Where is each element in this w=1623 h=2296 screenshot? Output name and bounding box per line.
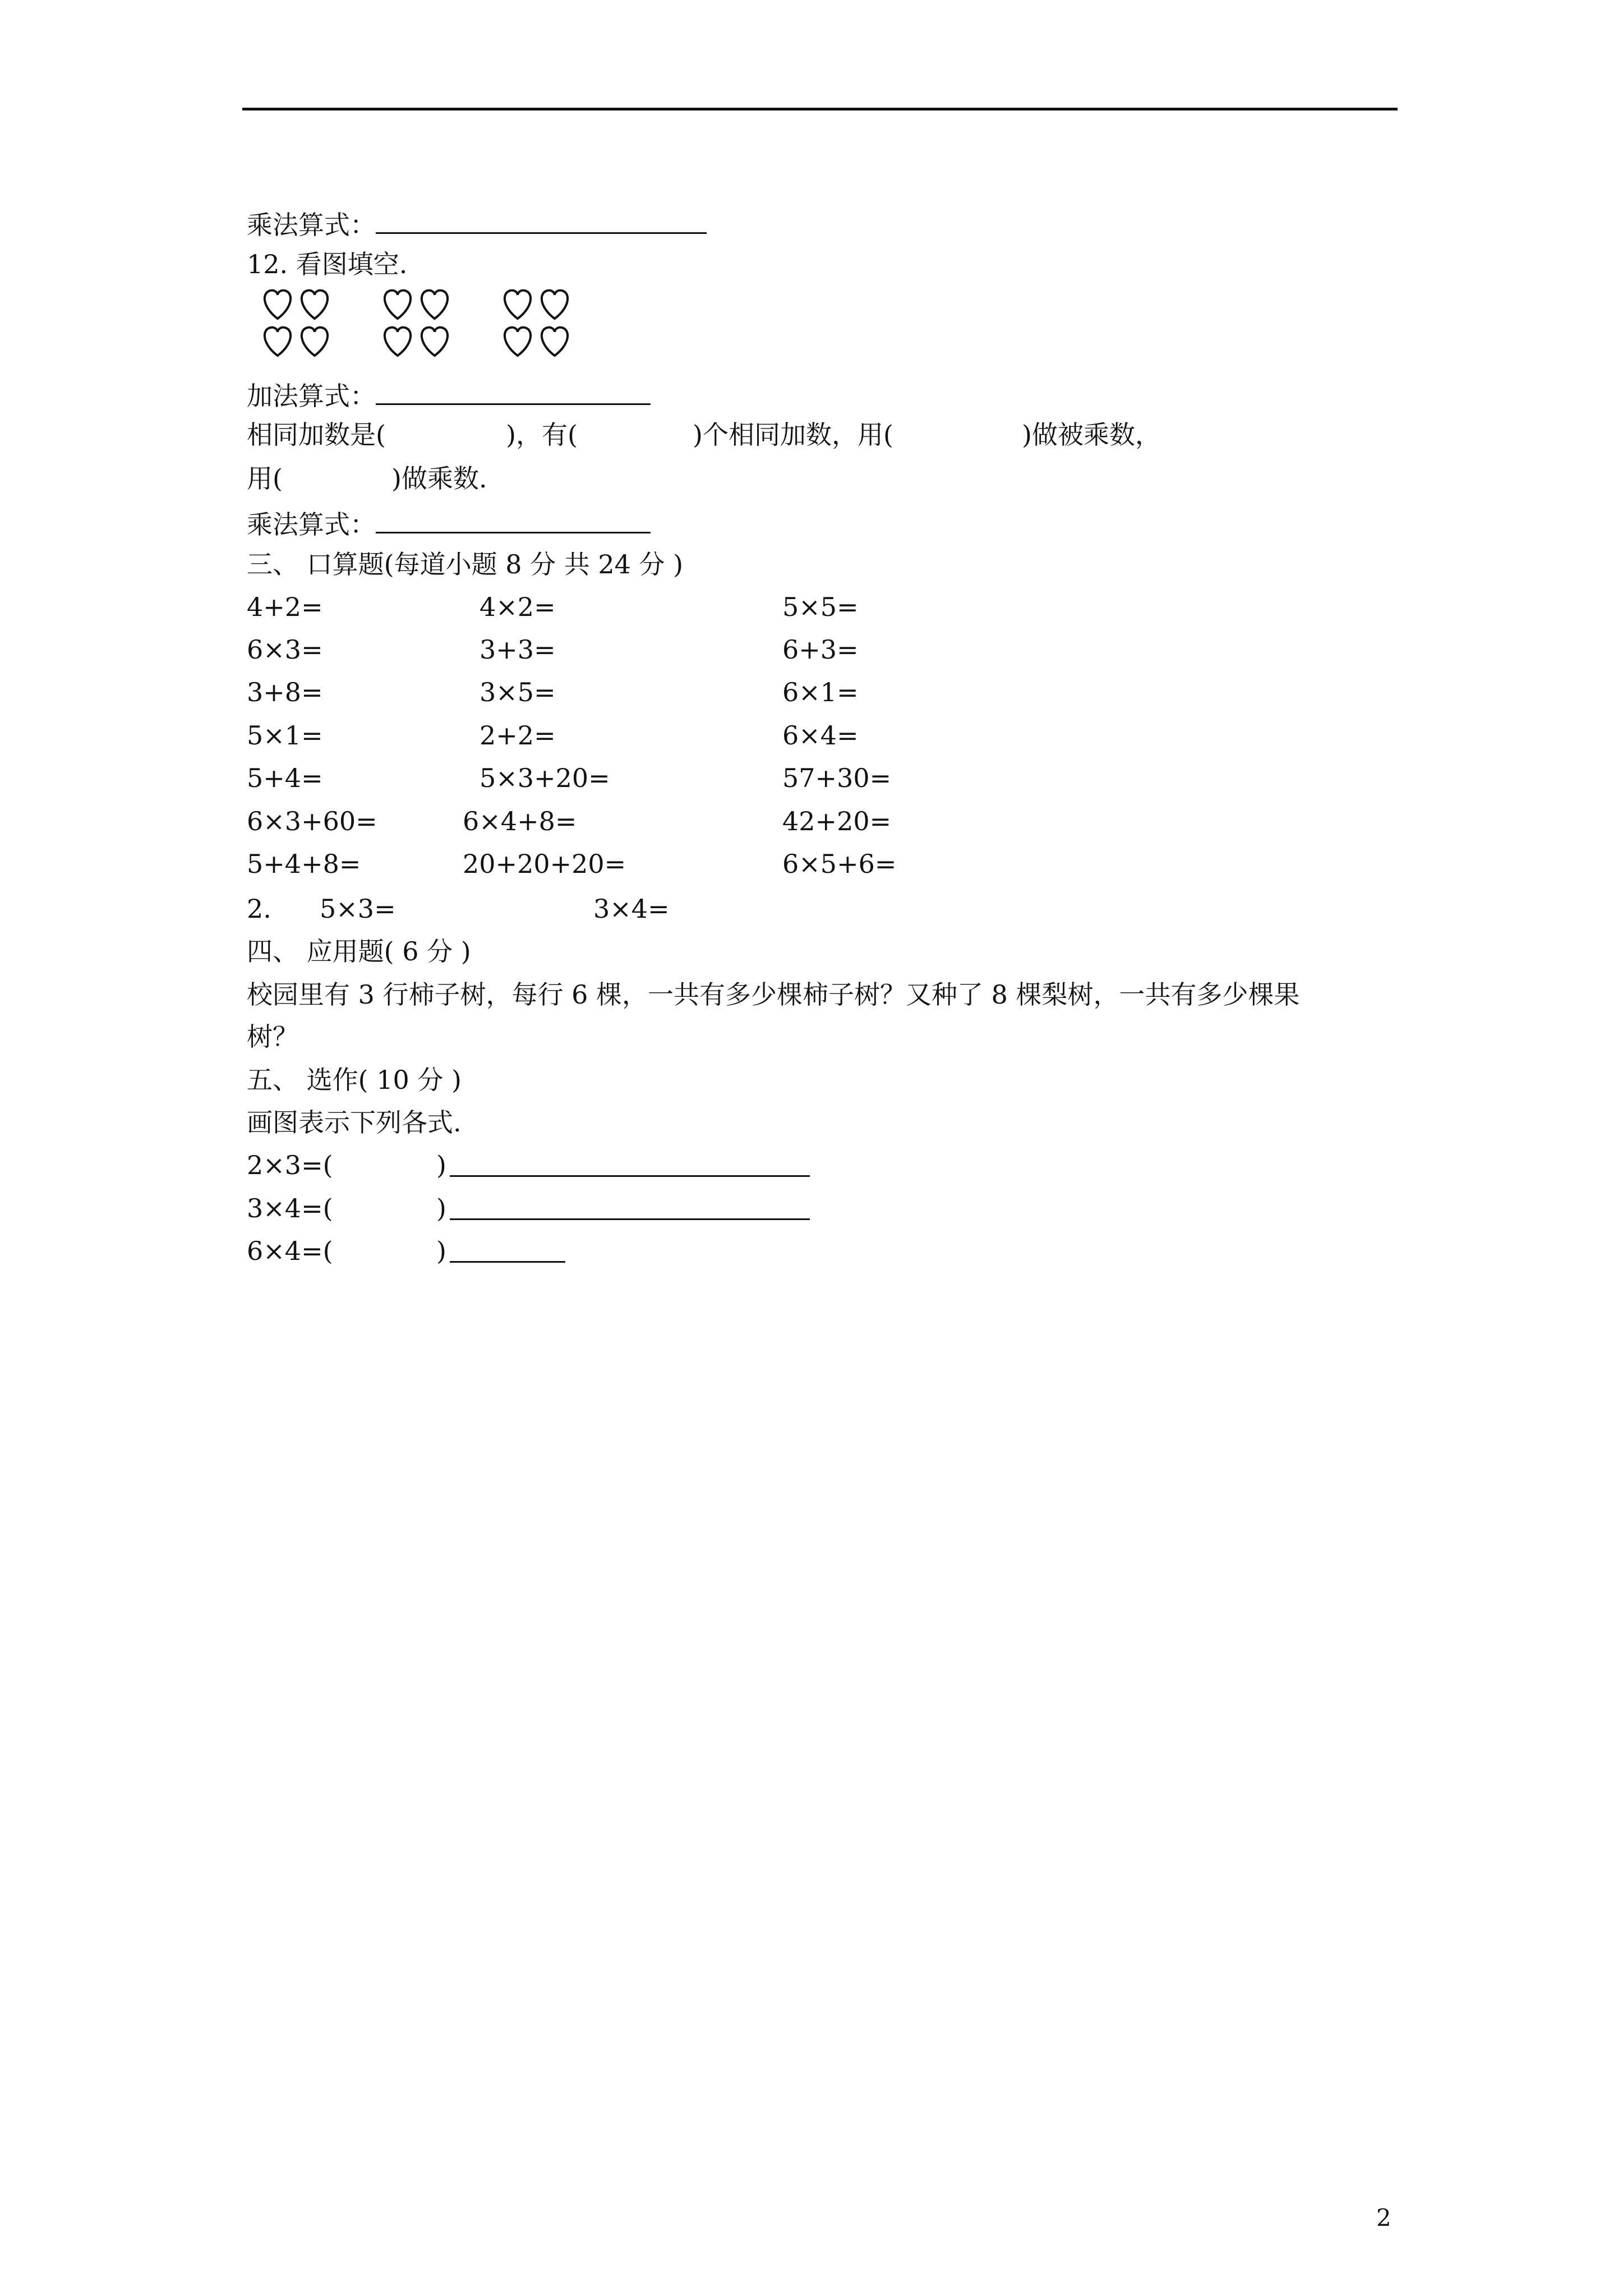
mental-math-item: 42+20= bbox=[782, 806, 892, 836]
mental-math-item: 6×4= bbox=[782, 720, 859, 751]
multiply-label: 乘法算式： bbox=[247, 509, 376, 540]
heart-group-2 bbox=[379, 287, 454, 359]
section5-item-2 bbox=[247, 1191, 920, 1225]
mental-math-item: 3+8= bbox=[247, 677, 323, 707]
drawing-answer-blank[interactable] bbox=[450, 1234, 565, 1263]
q12-multiply-line bbox=[247, 505, 651, 541]
mental-math-item: 57+30= bbox=[782, 763, 892, 793]
mental-math-item: 6×5+6= bbox=[782, 849, 897, 879]
heart-icon-group bbox=[499, 287, 574, 359]
extra-label: 2. bbox=[247, 894, 271, 924]
mental-math-item: 6×3+60= bbox=[247, 806, 377, 836]
add-answer-blank[interactable] bbox=[376, 376, 651, 405]
section5-item-1 bbox=[247, 1148, 920, 1182]
prev-multiply-line bbox=[247, 205, 707, 242]
extra-expr-a: 5×3= bbox=[320, 894, 396, 924]
text-same-addend: 相同加数是( bbox=[247, 420, 386, 450]
multiply-label: 乘法算式： bbox=[247, 210, 376, 240]
text-as-multiplier: )做乘数. bbox=[391, 463, 487, 494]
section3-extra-line bbox=[247, 892, 1032, 926]
q12-same-addend-line-2 bbox=[247, 462, 808, 495]
heart-icon-group bbox=[379, 287, 454, 359]
mental-math-item: 5×1= bbox=[247, 720, 323, 751]
section4-problem-line2: 树？ bbox=[247, 1022, 298, 1052]
mental-math-item: 5×5= bbox=[782, 592, 859, 622]
text-has: )，有( bbox=[506, 420, 578, 450]
mental-math-item: 4×2= bbox=[479, 592, 556, 622]
mental-math-item: 3×5= bbox=[479, 677, 556, 707]
mental-math-item: 4+2= bbox=[247, 592, 323, 622]
text-use: 用( bbox=[247, 463, 283, 494]
section3-title: 三、 口算题(每道小题 8 分 共 24 分 ) bbox=[247, 549, 684, 579]
item-close: ) bbox=[436, 1150, 446, 1180]
section5-title: 五、 选作( 10 分 ) bbox=[247, 1065, 462, 1095]
text-as-multiplicand: )做被乘数， bbox=[1022, 420, 1161, 450]
section4-problem-line1: 校园里有 3 行柿子树，每行 6 棵，一共有多少棵柿子树？又种了 8 棵梨树，一共有多少棵果 bbox=[247, 979, 1300, 1010]
item-close: ) bbox=[436, 1193, 446, 1223]
drawing-answer-blank[interactable] bbox=[450, 1148, 810, 1177]
item-expr: 3×4=( bbox=[247, 1193, 333, 1223]
header-rule bbox=[242, 108, 1398, 111]
item-close: ) bbox=[436, 1236, 446, 1266]
q12-same-addend-line-1 bbox=[247, 418, 1402, 452]
section5-item-3 bbox=[247, 1234, 920, 1268]
section4-title: 四、 应用题( 6 分 ) bbox=[247, 936, 471, 967]
mental-math-item: 5×3+20= bbox=[479, 763, 610, 793]
mental-math-item: 20+20+20= bbox=[463, 849, 626, 879]
item-expr: 2×3=( bbox=[247, 1150, 333, 1180]
mental-math-item: 2+2= bbox=[479, 720, 556, 751]
q12-add-line bbox=[247, 376, 651, 413]
item-expr: 6×4=( bbox=[247, 1236, 333, 1266]
heart-group-3 bbox=[499, 287, 574, 359]
multiply-answer-blank[interactable] bbox=[376, 505, 651, 533]
extra-expr-b: 3×4= bbox=[593, 894, 670, 924]
q12-title: 12. 看图填空. bbox=[247, 249, 408, 279]
mental-math-item: 3+3= bbox=[479, 634, 556, 665]
mental-math-item: 5+4+8= bbox=[247, 849, 361, 879]
multiply-answer-blank[interactable] bbox=[376, 205, 707, 234]
page-number: 2 bbox=[1376, 2204, 1391, 2231]
mental-math-item: 6+3= bbox=[782, 634, 859, 665]
mental-math-item: 6×1= bbox=[782, 677, 859, 707]
mental-math-item: 6×3= bbox=[247, 634, 323, 665]
heart-group-1 bbox=[259, 287, 334, 359]
add-label: 加法算式： bbox=[247, 381, 376, 411]
heart-icon-group bbox=[259, 287, 334, 359]
text-use-same-addend: )个相同加数，用( bbox=[693, 420, 893, 450]
mental-math-item: 6×4+8= bbox=[463, 806, 577, 836]
drawing-answer-blank[interactable] bbox=[450, 1191, 810, 1220]
section5-instruction: 画图表示下列各式. bbox=[247, 1107, 462, 1138]
mental-math-item: 5+4= bbox=[247, 763, 323, 793]
